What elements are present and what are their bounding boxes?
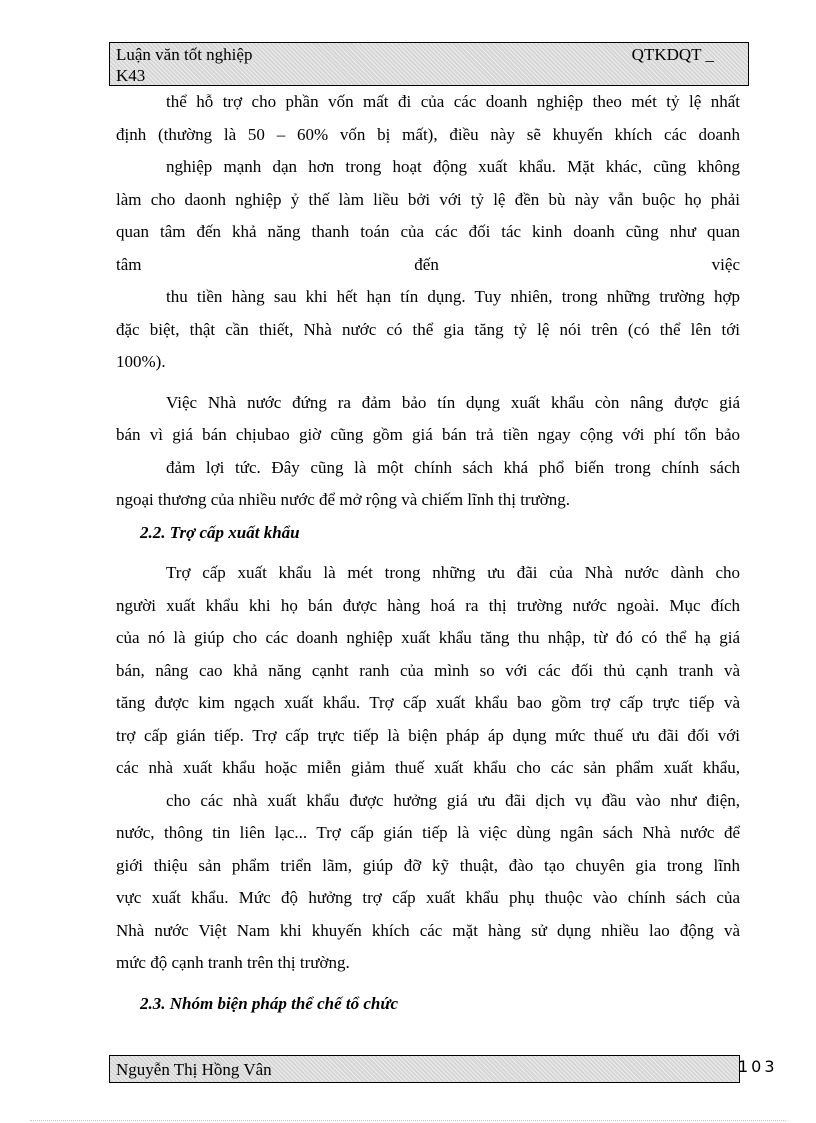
text-line: định (thường là 50 – 60% vốn bị mất), điều này sẽ khuyến khích các doanh [116,124,740,144]
text-line: tăng được kim ngạch xuất khẩu. Trợ cấp xuất khẩu bao gồm trợ cấp trực tiếp và [116,693,740,712]
text-line: trợ cấp gián tiếp. Trợ cấp trực tiếp là biện pháp áp dụng mức thuế ưu đãi đối với [116,725,740,745]
text-line: đảm lợi tức. Đây cũng là một chính sách khá phổ biến trong chính sách [166,457,740,477]
text-line: thể hỗ trợ cho phần vốn mất đi của các doanh nghiệp theo mét tỷ lệ nhất [166,92,740,111]
text-line: Việc Nhà nước đứng ra đảm bảo tín dụng xuất khẩu còn nâng được giá [166,392,740,412]
text-line: vực xuất khẩu. Mức độ hưởng trợ cấp xuất khẩu phụ thuộc vào chính sách của [116,888,740,907]
header-title: Luận văn tốt nghiệp [116,45,253,64]
text-line: ngoại thương của nhiều nước để mở rộng và chiếm lĩnh thị trường. [116,490,571,509]
text-line: Trợ cấp xuất khẩu là mét trong những ưu đãi của Nhà nước dành cho [166,563,740,582]
text-line: bán, nâng cao khả năng cạnht ranh của mình so với các đối thủ cạnh tranh và [116,660,740,680]
text-line: bán vì giá bán chịubao giờ cũng gồm giá bán trả tiền ngay cộng với phí tổn bảo [116,425,740,444]
text-line: của nó là giúp cho các doanh nghiệp xuất khẩu tăng thu nhập, từ đó có thể hạ giá [116,628,740,647]
page-footer [109,1055,740,1083]
text-line: Nhà nước Việt Nam khi khuyến khích các mặt hàng sử dụng nhiều lao động và [116,920,740,940]
text-line: mức độ cạnh tranh trên thị trường. [116,953,350,972]
section-heading: 2.2. Trợ cấp xuất khẩu [140,522,300,542]
text-line: người xuất khẩu khi họ bán được hàng hoá ra thị trường nước ngoài. Mục đích [116,595,740,615]
text-line: giới thiệu sản phẩm triển lãm, giúp đỡ kỹ thuật, đào tạo chuyên gia trong lĩnh [116,855,740,875]
text-line: cho các nhà xuất khẩu được hưởng giá ưu đãi dịch vụ đầu vào như điện, [166,790,740,810]
bottom-divider [30,1120,786,1121]
body-text [116,86,740,1020]
page-number: 103 [738,1057,778,1076]
text-line: thu tiền hàng sau khi hết hạn tín dụng. Tuy nhiên, trong những trường hợp [166,287,740,306]
text-line: nghiệp mạnh dạn hơn trong hoạt động xuất khẩu. Mặt khác, cũng không [166,157,740,176]
header-course: QTKDQT _ [631,45,714,64]
text-line: các nhà xuất khẩu hoặc miễn giảm thuế xuất khẩu cho các sản phẩm xuất khẩu, [116,758,740,777]
text-line: nước, thông tin liên lạc... Trợ cấp gián tiếp là việc dùng ngân sách Nhà nước để [116,823,740,842]
header-class: K43 [116,66,146,85]
page-header [109,42,749,86]
text-line: quan tâm đến khả năng thanh toán của các đối tác kinh doanh cũng như quan [116,222,740,241]
text-line: 100%). [116,352,166,371]
text-line: làm cho daonh nghiệp ỷ thế làm liều bởi với tỷ lệ đền bù này vẫn buộc họ phải [116,189,740,209]
text-line: tâm đến việc [116,254,740,274]
text-line: đặc biệt, thật cần thiết, Nhà nước có thể gia tăng tỷ lệ nói trên (có thể lên tới [116,319,740,339]
section-heading: 2.3. Nhóm biện pháp thể chế tổ chức [140,993,399,1013]
footer-author: Nguyễn Thị Hồng Vân [116,1060,272,1079]
